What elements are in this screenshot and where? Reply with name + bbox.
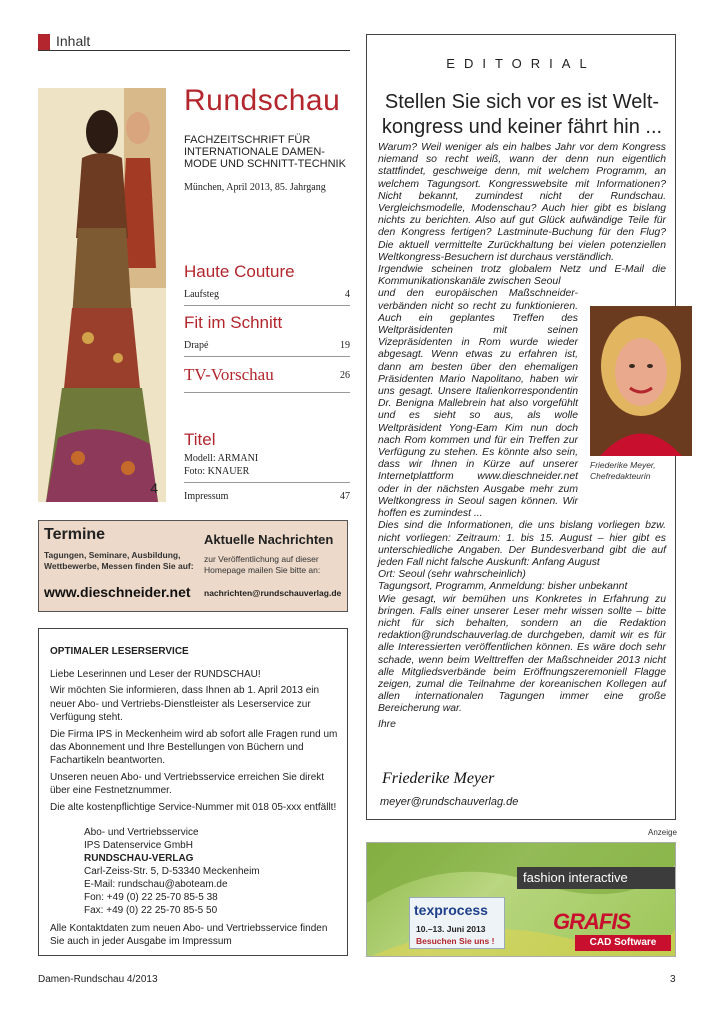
- toc-item-page: 26: [340, 369, 350, 381]
- header-rule: [38, 50, 350, 51]
- address-phone: Fon: +49 (0) 22 25-70 85-5 38: [84, 892, 218, 903]
- advertisement-banner[interactable]: [366, 842, 676, 957]
- toc-item-page: 47: [340, 491, 350, 502]
- magazine-title: Rundschau: [184, 84, 341, 117]
- toc-divider: [184, 482, 350, 483]
- ad-label: Anzeige: [648, 828, 677, 837]
- editorial-line: Ort: Seoul (sehr wahrscheinlich): [378, 569, 526, 581]
- titel-model: Modell: ARMANI: [184, 453, 259, 464]
- toc-item-label: Impressum: [184, 491, 229, 502]
- editorial-paragraph: Wie gesagt, wir bemühen uns Konkretes in Erfahrung zu bringen. Falls einer unserer Leser mehr wissen sollte – bitte nicht für sich behalten, sondern an die Redaktion redaktion@rundschauverlag.de durchgeben, damit wir es für alle Interessierten veröffentlichen können. Es wäre doch sehr schade, wenn beim Welttreffen der Maßschneider 2013 nicht alle Mitgliedsverbände beim Eröffnungszeremoniell Flagge zeigen, zumal die Teilnahme der koreanischen Kollegen auf allen internationalen Tagungen immer eine große Bereicherung war.: [378, 593, 666, 715]
- ad-visit: Besuchen Sie uns !: [416, 936, 495, 946]
- editorial-closing: Ihre: [378, 718, 396, 730]
- toc-heading-fit[interactable]: Fit im Schnitt: [184, 313, 283, 332]
- editorial-paragraph: Dies sind die Informationen, die uns bislang vorliegen bzw. nicht vorliegen: Zeitraum: 1. bis 15. August – hier gibt es unterschiedliche Angaben. Der Bundesverband gibt die auf jeden Fall nicht falsche Auskunft: Anfang August: [378, 520, 666, 568]
- section-marker: [38, 34, 50, 50]
- toc-item-label: Laufsteg: [184, 289, 219, 300]
- ad-fashion-interactive: fashion interactive: [517, 867, 675, 889]
- ad-grafis-logo: GRAFIS: [553, 909, 631, 934]
- leserservice-footer: Alle Kontaktdaten zum neuen Abo- und Vertriebsservice finden Sie auch in jeder Ausgabe im Impressum: [50, 923, 328, 947]
- leserservice-paragraph: Liebe Leserinnen und Leser der RUNDSCHAU!: [50, 669, 261, 680]
- ad-texprocess-panel: [409, 897, 505, 949]
- leserservice-paragraph: Unseren neuen Abo- und Vertriebsservice erreichen Sie direkt über eine Festnetznummer.: [50, 771, 325, 797]
- address-line: Carl-Zeiss-Str. 5, D-53340 Meckenheim: [84, 866, 260, 877]
- portrait-caption-name: Friederike Meyer,: [590, 460, 656, 470]
- portrait-caption-role: Chefredakteurin: [590, 471, 651, 481]
- leserservice-heading: OPTIMALER LESERSERVICE: [50, 646, 189, 657]
- toc-item-page: 19: [340, 340, 350, 351]
- address-fax: Fax: +49 (0) 22 25-70 85-5 50: [84, 905, 218, 916]
- address-line: IPS Datenservice GmbH: [84, 840, 193, 851]
- editorial-label: EDITORIAL: [446, 56, 596, 71]
- termine-subtext: Tagungen, Seminare, Ausbildung, Wettbewerbe, Messen finden Sie auf:: [44, 550, 194, 571]
- editor-signature: Friederike Meyer: [382, 770, 495, 787]
- footer-issue: Damen-Rundschau 4/2013: [38, 974, 158, 985]
- editorial-headline: Stellen Sie sich vor es ist Welt-kongress und keiner fährt hin ...: [381, 91, 663, 138]
- footer-page-number: 3: [670, 974, 676, 985]
- toc-divider: [184, 305, 350, 306]
- editor-portrait: [590, 306, 692, 456]
- toc-heading-tv: TV-Vorschau: [184, 365, 274, 384]
- titel-foto: Foto: KNAUER: [184, 466, 250, 477]
- magazine-subtitle: FACHZEITSCHRIFT FÜR INTERNATIONALE DAMEN-MODE UND SCHNITT-TECHNIK: [184, 134, 346, 170]
- address-line: RUNDSCHAU-VERLAG: [84, 853, 194, 864]
- toc-item-label: Drapé: [184, 340, 209, 351]
- termine-heading: Termine: [44, 526, 106, 543]
- toc-heading-titel: Titel: [184, 430, 216, 449]
- cover-page-number: 4: [150, 480, 158, 496]
- leserservice-address: [84, 826, 260, 917]
- news-email-link[interactable]: nachrichten@rundschauverlag.de: [204, 588, 342, 598]
- ad-dates: 10.–13. Juni 2013: [416, 924, 486, 934]
- ad-cad-software: CAD Software: [575, 935, 671, 951]
- cover-photo: [38, 88, 166, 502]
- magazine-date: München, April 2013, 85. Jahrgang: [184, 182, 326, 193]
- leserservice-paragraph: Die Firma IPS in Meckenheim wird ab sofort alle Fragen rund um das Abonnement und Ihre Bestellungen von Büchern und Fachartikeln beantworten.: [50, 728, 338, 767]
- editorial-paragraph: Irgendwie scheinen trotz globalem Netz und E-Mail die Kommunikationskanäle zwischen Seoul: [378, 264, 666, 288]
- termine-website-link[interactable]: www.dieschneider.net: [44, 584, 191, 600]
- news-subtext: zur Veröffentlichung auf dieser Homepage mailen Sie bitte an:: [204, 554, 321, 575]
- leserservice-body: [50, 668, 338, 817]
- editorial-paragraph: Warum? Weil weniger als ein halbes Jahr vor dem Kongress niemand so recht weiß, wann der denn nun eigentlich stattfindet, geschweige denn, mit welchem Programm, an welchem Tagungsort. Kongresswebsite mit Informationen? Nicht bekannt, zumindest nicht der Rundschau. Vergleichsmodelle, Modenschau? Auch hier gibt es bislang nichts zu berichten. Also auf gut Glück aufwändige Teile für den Kongress fertigen? Lastminute-Buchung für den Flug? Die aktuell vermittelte Zurückhaltung bei vielen potenziellen Weltkongress-Besuchern ist durchaus verständlich.: [378, 142, 666, 263]
- toc-row-impressum[interactable]: [184, 491, 350, 502]
- toc-row-laufsteg[interactable]: [184, 289, 350, 300]
- toc-heading-haute-couture[interactable]: Haute Couture: [184, 262, 295, 281]
- toc-row-tv[interactable]: [184, 365, 350, 385]
- toc-row-drape[interactable]: [184, 340, 350, 351]
- toc-item-page: 4: [345, 289, 350, 300]
- editor-email-link[interactable]: meyer@rundschauverlag.de: [380, 796, 519, 808]
- portrait-caption: [590, 460, 656, 482]
- address-line: Abo- und Vertriebsservice: [84, 827, 199, 838]
- toc-divider: [184, 392, 350, 393]
- news-heading: Aktuelle Nachrichten: [204, 532, 334, 547]
- leserservice-paragraph: Wir möchten Sie informieren, dass Ihnen ab 1. April 2013 ein neuer Abo- und Vertriebs-Dienstleister als Leserservice zur Verfügung steht.: [50, 685, 320, 724]
- address-email[interactable]: E-Mail: rundschau@aboteam.de: [84, 879, 228, 890]
- editorial-line: Tagungsort, Programm, Anmeldung: bisher unbekannt: [378, 581, 628, 593]
- runway-model-illustration: [38, 88, 166, 502]
- toc-divider: [184, 356, 350, 357]
- section-title: Inhalt: [56, 33, 91, 49]
- editorial-paragraph: und den europäischen Maßschneider-verbänden nicht so recht zu funktionieren. Auch ein geplantes Treffen des Weltpräsidenten mit seinen Vizepräsidenten in Rom wurde wieder abgesagt. Wenn etwas zu erfahren ist, dann am besten über den ehemaligen Präsidenten Mario Napolitano, haben wir uns gesagt. Unsere Italienkorrespondentin Dr. Benigna Mallebrein hat also vorgefühlt und es sieht so aus, als wolle Weltpräsident Yong-Eam Kim nun doch nach Rom kommen und für ein Treffen zur Verfügung zu stehen. Es könnte also sein, dass wir Ihnen in Kürze auf unserer Internetplattform www.dieschneider.net oder in der nächsten Ausgabe mehr zum Weltkongress in Seoul sagen können. Wir hoffen es zumindest ...: [378, 288, 578, 520]
- leserservice-paragraph: Die alte kostenpflichtige Service-Nummer mit 018 05-xxx entfällt!: [50, 801, 337, 813]
- ad-texprocess-logo: texprocess: [414, 902, 488, 918]
